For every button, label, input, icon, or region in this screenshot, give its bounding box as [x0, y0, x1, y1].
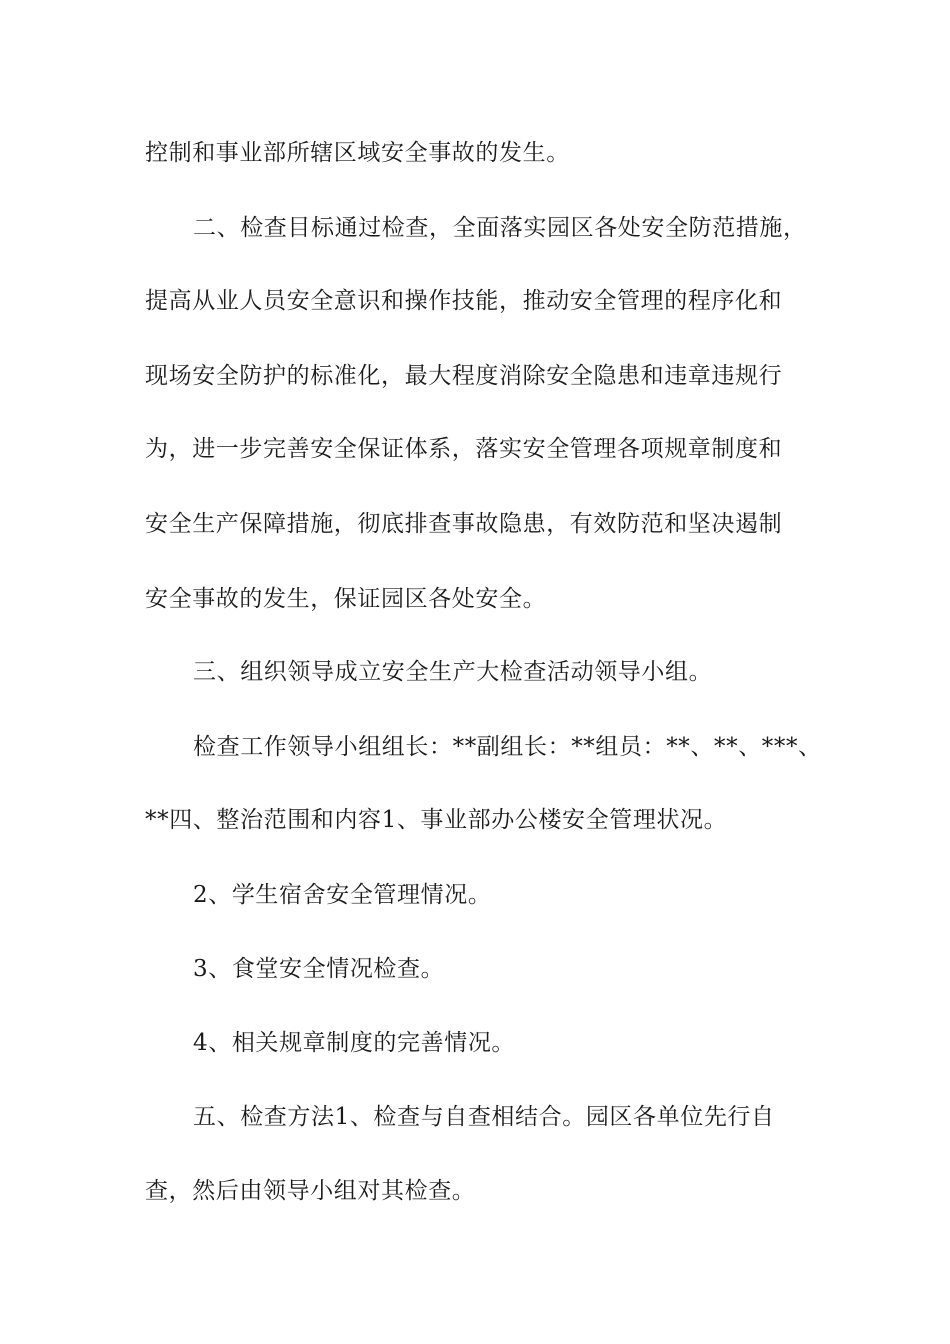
- paragraph-line-14: 五、检查方法1、检查与自查相结合。园区各单位先行自: [193, 1104, 775, 1130]
- paragraph-line-13: 4、相关规章制度的完善情况。: [193, 1030, 516, 1056]
- paragraph-line-10: **四、整治范围和内容1、事业部办公楼安全管理状况。: [145, 807, 728, 833]
- paragraph-line-1: 控制和事业部所辖区域安全事故的发生。: [145, 140, 570, 166]
- paragraph-line-5: 为，进一步完善安全保证体系，落实安全管理各项规章制度和: [145, 436, 783, 462]
- paragraph-line-6: 安全生产保障措施，彻底排查事故隐患，有效防范和坚决遏制: [145, 511, 783, 537]
- paragraph-line-15: 查，然后由领导小组对其检查。: [145, 1178, 476, 1204]
- paragraph-line-8: 三、组织领导成立安全生产大检查活动领导小组。: [193, 659, 713, 685]
- paragraph-line-4: 现场安全防护的标准化，最大程度消除安全隐患和违章违规行: [145, 363, 783, 389]
- paragraph-line-9: 检查工作领导小组组长：**副组长：**组员：**、**、***、: [193, 734, 822, 760]
- paragraph-line-7: 安全事故的发生，保证园区各处安全。: [145, 586, 547, 612]
- paragraph-line-2: 二、检查目标通过检查，全面落实园区各处安全防范措施，: [193, 215, 807, 241]
- paragraph-line-11: 2、学生宿舍安全管理情况。: [193, 882, 492, 908]
- paragraph-line-3: 提高从业人员安全意识和操作技能，推动安全管理的程序化和: [145, 288, 783, 314]
- paragraph-line-12: 3、食堂安全情况检查。: [193, 956, 445, 982]
